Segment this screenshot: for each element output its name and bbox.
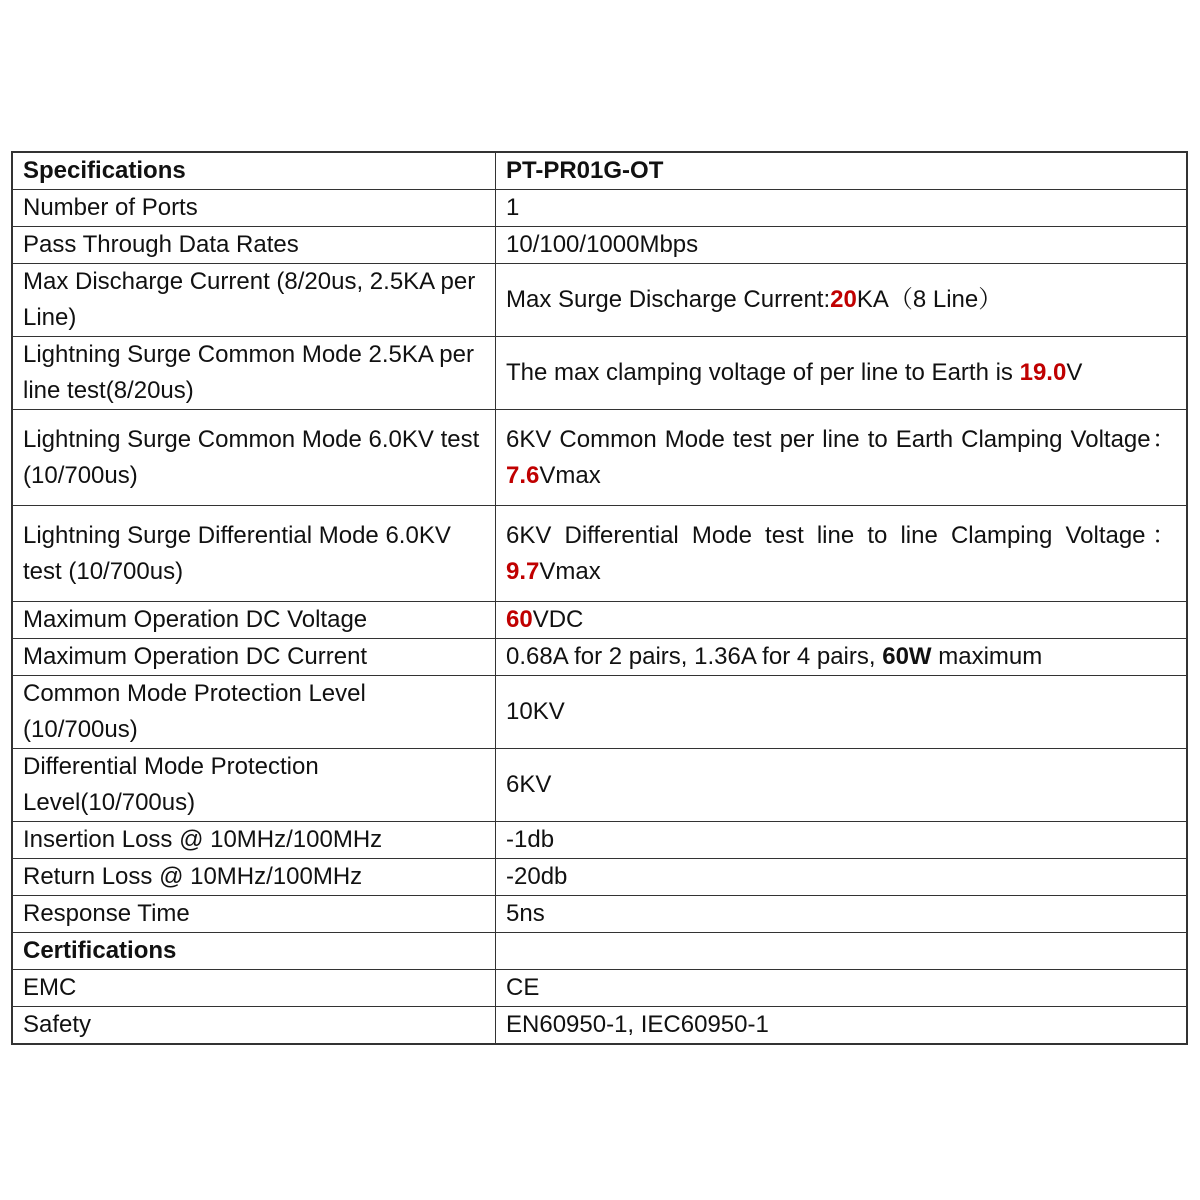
table-row [12,1007,1187,1045]
table-row [12,639,1187,676]
row-value [496,639,1188,676]
header-label: Specifications [12,152,496,190]
row-value: 10/100/1000Mbps [496,227,1188,264]
row-value: 10KV [496,676,1188,749]
value-text: Max Surge Discharge Current: [506,286,831,313]
row-value [496,506,1188,602]
table-row [12,506,1187,602]
row-label: Return Loss @ 10MHz/100MHz [12,859,496,896]
table-row [12,896,1187,933]
table-row [12,602,1187,639]
row-label: Pass Through Data Rates [12,227,496,264]
row-label: EMC [12,970,496,1007]
value-text: 6KV Differential Mode test line to line Clamping Voltage： [506,521,1176,549]
table-row [12,970,1187,1007]
highlight-value: 20 [830,286,857,313]
row-value: 1 [496,190,1188,227]
table-row [12,676,1187,749]
specifications-table [11,151,1188,1045]
table-row [12,227,1187,264]
row-value [496,337,1188,410]
table-row [12,859,1187,896]
value-text: The max clamping voltage of per line to Earth is [506,359,1020,386]
row-value: -20db [496,859,1188,896]
row-label: Safety [12,1007,496,1045]
row-label: Response Time [12,896,496,933]
row-value: EN60950-1, IEC60950-1 [496,1007,1188,1045]
row-value [496,602,1188,639]
row-value: -1db [496,822,1188,859]
bold-value: 60W [882,643,932,670]
row-label: Maximum Operation DC Current [12,639,496,676]
row-label: Number of Ports [12,190,496,227]
row-label: Max Discharge Current (8/20us, 2.5KA per Line) [12,264,496,337]
value-text: 6KV Common Mode test per line to Earth Clamping Voltage： [506,425,1176,453]
value-text: Vmax [539,557,601,585]
highlight-value: 19.0 [1019,359,1067,386]
table-row [12,337,1187,410]
row-label: Insertion Loss @ 10MHz/100MHz [12,822,496,859]
row-label: Lightning Surge Common Mode 6.0KV test (10/700us) [12,410,496,506]
table-row [12,410,1187,506]
row-label: Lightning Surge Common Mode 2.5KA per line test(8/20us) [12,337,496,410]
section-label: Certifications [12,933,496,970]
row-value [496,264,1188,337]
value-text: KA（8 Line） [856,286,1003,313]
row-label: Lightning Surge Differential Mode 6.0KV test (10/700us) [12,506,496,602]
row-value: CE [496,970,1188,1007]
value-text: V [1066,359,1083,386]
value-text: maximum [931,643,1043,670]
value-text: 0.68A for 2 pairs, 1.36A for 4 pairs, [506,643,883,670]
header-model: PT-PR01G-OT [496,152,1188,190]
value-text: VDC [532,606,584,633]
table-header-row [12,152,1187,190]
highlight-value: 7.6 [506,461,540,489]
value-text: Vmax [539,461,601,489]
section-header-row [12,933,1187,970]
section-value [496,933,1188,970]
row-label: Maximum Operation DC Voltage [12,602,496,639]
highlight-value: 60 [506,606,533,633]
row-label: Common Mode Protection Level (10/700us) [12,676,496,749]
highlight-value: 9.7 [506,557,540,585]
row-value [496,410,1188,506]
row-value: 5ns [496,896,1188,933]
row-value: 6KV [496,749,1188,822]
table-row [12,822,1187,859]
table-row [12,749,1187,822]
row-label: Differential Mode Protection Level(10/700us) [12,749,496,822]
table-row [12,264,1187,337]
table-row [12,190,1187,227]
